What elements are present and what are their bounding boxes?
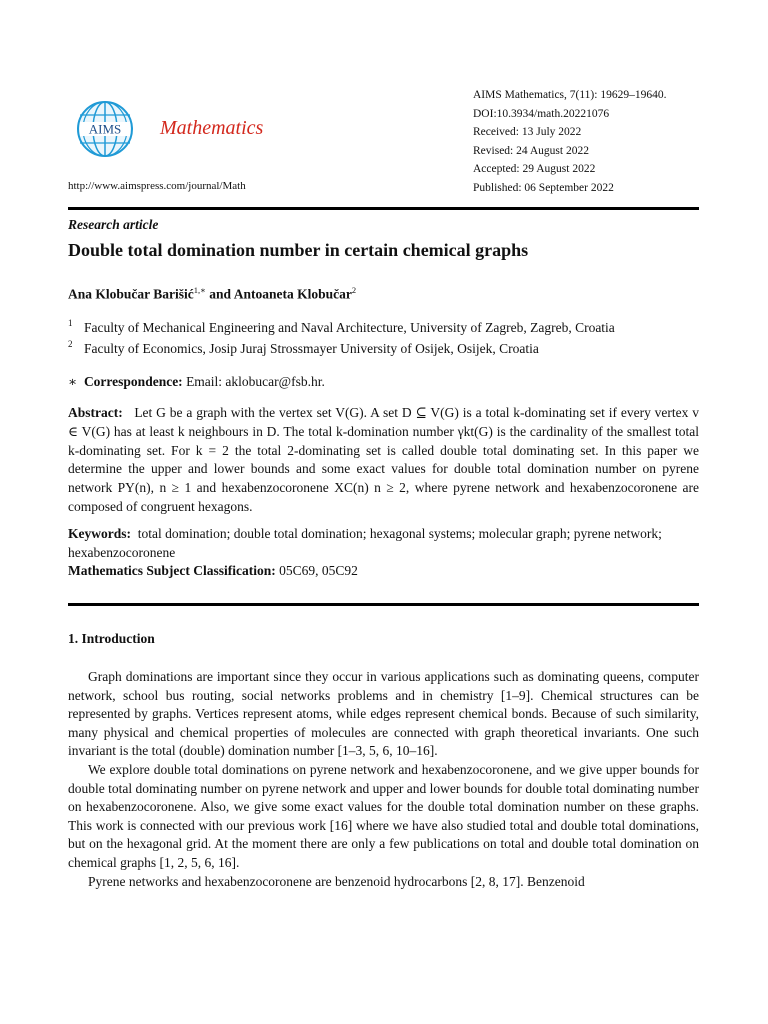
intro-paragraph-1: Graph dominations are important since they occur in various applications such as dominating queens, computer network, school bus routing, social networks problems and in chemistry [1–9]. Chemical structures can be represented by graphs. Vertices represent atoms, while edges represent chemical bonds. Because of such similarity, many physical and chemical properties of molecules are connected with graph theoretical invariants. One such invariant is the total (double) domination number [1–3, 5, 6, 10–16]. — [68, 669, 699, 759]
meta-doi[interactable]: DOI:10.3934/math.20221076 — [473, 107, 610, 120]
affiliation-1-text: Faculty of Mechanical Engineering and Naval Architecture, University of Zagreb, Zagreb, Croatia — [84, 320, 615, 335]
affiliation-2-num: 2 — [68, 339, 73, 349]
introduction-body — [68, 668, 699, 891]
affiliation-2 — [68, 339, 708, 357]
article-title: Double total domination number in certain chemical graphs — [68, 240, 529, 260]
meta-accepted: Accepted: 29 August 2022 — [473, 163, 596, 176]
meta-published: Published: 06 September 2022 — [473, 181, 614, 194]
intro-paragraph-3: Pyrene networks and hexabenzocoronene are benzenoid hydrocarbons [2, 8, 17]. Benzenoid — [88, 873, 585, 889]
corr-label: Correspondence: — [83, 374, 183, 389]
keywords-text: total domination; double total domination; hexagonal systems; molecular graph; pyrene network; hexabenzocoronene — [68, 526, 662, 560]
meta-received: Received: 13 July 2022 — [473, 126, 582, 139]
author-2-sup: 2 — [351, 285, 357, 295]
author-1: Ana Klobučar Barišić — [68, 286, 194, 302]
meta-revised: Revised: 24 August 2022 — [473, 144, 589, 157]
abstract-text: Let G be a graph with the vertex set V(G). A set D ⊆ V(G) is a total k-dominating set if every vertex v ∈ V(G) has at least k neighbours in D. The total k-domination number γkt(G) is the cardinality of the smallest total k-dominating set. For k = 2 the total 2-dominating set is called double total dominating set. In this paper we determine the upper and lower bounds and some exact values for double total domination number on pyrene network PY(n), n ≥ 1 and hexabenzocoronene XC(n) n ≥ 2, where pyrene network and hexabenzocoronene are composed of congruent hexagons. — [68, 405, 700, 514]
corr-star: ∗ — [68, 374, 78, 389]
meta-citation: AIMS Mathematics, 7(11): 19629–19640. — [473, 89, 667, 101]
subject-classification — [68, 563, 358, 579]
corr-email[interactable]: Email: aklobucar@fsb.hr. — [186, 374, 325, 389]
section-heading-introduction: 1. Introduction — [68, 631, 155, 646]
aims-globe-logo — [76, 100, 134, 158]
abstract-label: Abstract: — [68, 405, 123, 420]
author-2: Antoaneta Klobučar — [233, 286, 352, 302]
abstract-rule — [68, 603, 699, 606]
author-1-sup: 1,∗ — [193, 285, 206, 295]
intro-paragraph-2: We explore double total dominations on pyrene network and hexabenzocoronene, and we give upper bounds for double total dominating number on pyrene network and upper and lower bounds for double total dominating number on hexabenzocoronene. Also, we give some exact values for the double total domination number on these graphs. This work is connected with our previous work [16] where we have also studied total and double total dominations, but on the hexagonal grid. At the moment there are only a few publications on total and double total domination on chemical graphs [1, 2, 5, 6, 16]. — [68, 761, 699, 870]
keywords — [68, 525, 699, 563]
header-rule — [68, 207, 699, 210]
correspondence — [68, 374, 325, 390]
keywords-label: Keywords: — [68, 526, 131, 541]
journal-brand: Mathematics — [160, 117, 264, 139]
affiliation-1-num: 1 — [68, 318, 73, 328]
publication-meta — [473, 86, 666, 198]
author-and: and — [209, 286, 232, 302]
abstract — [68, 404, 699, 517]
msc-label: Mathematics Subject Classification: — [68, 563, 276, 578]
author-line — [68, 285, 356, 303]
affiliation-2-text: Faculty of Economics, Josip Juraj Strossmayer University of Osijek, Osijek, Croatia — [84, 341, 539, 356]
svg-text:AIMS: AIMS — [88, 121, 122, 137]
journal-url-link[interactable]: http://www.aimspress.com/journal/Math — [68, 180, 246, 192]
article-type: Research article — [68, 217, 159, 232]
affiliation-1 — [68, 318, 708, 336]
msc-text: 05C69, 05C92 — [279, 563, 358, 578]
